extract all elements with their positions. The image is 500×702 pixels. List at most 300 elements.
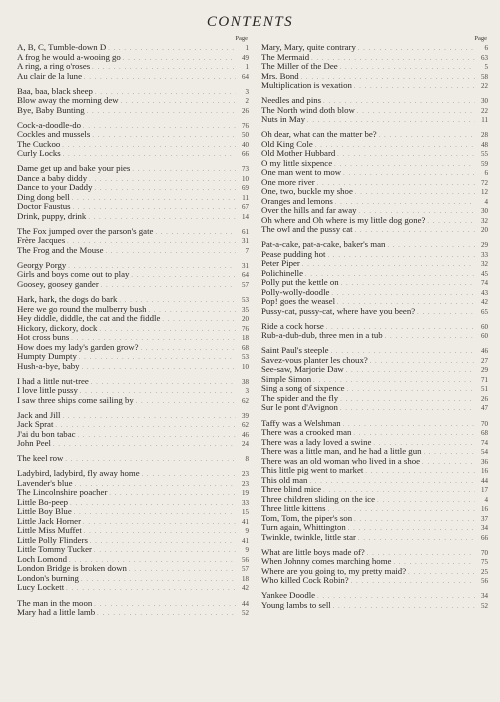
contents-column-right [261, 34, 489, 616]
contents-entry [261, 307, 489, 317]
contents-entry [261, 523, 489, 533]
dot-leader [317, 593, 475, 601]
contents-entry [17, 261, 250, 271]
contents-entry [17, 469, 250, 479]
contents-entry [17, 420, 250, 430]
entry-page-number: 27 [481, 356, 488, 365]
contents-entry [261, 130, 489, 140]
entry-title: Mrs. Bond [261, 71, 299, 81]
dot-leader [155, 229, 236, 237]
entry-page-number: 67 [242, 203, 249, 212]
contents-entry [17, 536, 250, 546]
dot-leader [92, 132, 236, 140]
entry-page-number: 2 [245, 97, 249, 106]
entry-page-number: 12 [481, 188, 488, 197]
dot-leader [317, 180, 475, 188]
contents-entry [17, 333, 250, 343]
entry-page-number: 16 [481, 467, 488, 476]
dot-leader [81, 576, 236, 584]
contents-entry [261, 394, 489, 404]
dot-leader [351, 578, 475, 586]
contents-entry [17, 270, 250, 280]
entry-group [17, 599, 250, 618]
dot-leader [422, 459, 475, 467]
entry-title: There was an old woman who lived in a shoe [261, 456, 421, 466]
entry-title: Young lambs to sell [261, 600, 331, 610]
entry-page-number: 71 [481, 375, 488, 384]
entry-title: Oh where and Oh where is my little dog gone? [261, 215, 426, 225]
contents-entry [261, 365, 489, 375]
dot-leader [106, 248, 237, 256]
contents-entry [261, 504, 489, 514]
entry-page-number: 63 [481, 53, 488, 62]
entry-title: Taffy was a Welshman [261, 418, 341, 428]
entry-page-number: 64 [242, 72, 249, 81]
dot-leader [387, 242, 475, 250]
entry-group [261, 96, 489, 125]
dot-leader [333, 603, 475, 611]
dot-leader [65, 456, 236, 464]
entry-group [17, 261, 250, 290]
entry-title: Ladybird, ladybird, fly away home [17, 469, 140, 479]
entry-title: A frog he would a-wooing go [17, 52, 121, 62]
entry-title: Goosey, goosey gander [17, 279, 99, 289]
entry-page-number: 17 [481, 486, 488, 495]
entry-page-number: 38 [242, 377, 249, 386]
dot-leader [323, 98, 475, 106]
dot-leader [365, 468, 475, 476]
entry-page-number: 49 [242, 53, 249, 62]
entry-title: Jack Sprat [17, 420, 54, 430]
entry-page-number: 60 [481, 332, 488, 341]
entry-title: Drink, puppy, drink [17, 211, 87, 221]
dot-leader [68, 263, 236, 271]
entry-page-number: 3 [245, 387, 249, 396]
entry-title: Baa, baa, black sheep [17, 86, 93, 96]
entry-title: Dame get up and bake your pies [17, 164, 131, 174]
contents-entry [261, 419, 489, 429]
entry-title: The Mermaid [261, 52, 310, 62]
dot-leader [348, 525, 475, 533]
dot-leader [326, 324, 475, 332]
entry-page-number: 58 [481, 72, 488, 81]
entry-title: Frère Jacques [17, 236, 66, 246]
entry-page-number: 1 [245, 63, 249, 71]
entry-page-number: 3 [245, 87, 249, 96]
dot-leader [91, 379, 236, 387]
entry-title: One man went to mow [261, 168, 342, 178]
entry-page-number: 62 [242, 396, 249, 405]
entry-group [261, 548, 489, 586]
entry-title: Sing a song of sixpence [261, 384, 345, 394]
dot-leader [393, 559, 475, 567]
entry-page-number: 15 [242, 508, 249, 517]
entry-title: Sur le pont d'Avignon [261, 403, 338, 413]
entry-page-number: 9 [245, 546, 249, 555]
entry-group [261, 240, 489, 316]
entry-title: There was a lady loved a swine [261, 437, 372, 447]
entry-page-number: 70 [481, 419, 488, 428]
entry-title: O my little sixpence [261, 158, 333, 168]
contents-entry [261, 168, 489, 178]
contents-entry [17, 202, 250, 212]
entry-title: Who killed Cock Robin? [261, 576, 349, 586]
entry-title: Ride a cock horse [261, 321, 324, 331]
entry-page-number: 74 [481, 438, 488, 447]
entry-page-number: 31 [242, 237, 249, 246]
entry-page-number: 8 [245, 455, 249, 464]
contents-entry [17, 555, 250, 565]
dot-leader [99, 326, 236, 334]
dot-leader [78, 432, 236, 440]
contents-entry [17, 193, 250, 203]
entry-title: What are little boys made of? [261, 547, 365, 557]
entry-title: Curly Locks [17, 149, 61, 159]
entry-page-number: 37 [481, 514, 488, 523]
dot-leader [132, 166, 236, 174]
entry-page-number: 22 [481, 82, 488, 90]
entry-title: Georgy Porgy [17, 260, 67, 270]
entry-page-number: 9 [245, 527, 249, 536]
entry-title: The keel row [17, 454, 64, 464]
contents-entry [261, 225, 489, 235]
entry-title: The Miller of the Dee [261, 62, 338, 71]
entry-title: One more river [261, 177, 315, 187]
contents-entry [261, 72, 489, 82]
entry-group [261, 130, 489, 235]
contents-entry [261, 457, 489, 467]
entry-title: Pussy-cat, pussy-cat, where have you been? [261, 306, 416, 316]
entry-page-number: 5 [484, 63, 488, 71]
entry-page-number: 48 [481, 140, 488, 149]
entry-page-number: 72 [481, 178, 488, 187]
contents-entry [17, 377, 250, 387]
dot-leader [358, 45, 475, 53]
contents-entry [261, 533, 489, 543]
entry-page-number: 60 [481, 322, 488, 331]
entry-page-number: 32 [481, 260, 488, 269]
entry-title: Hickory, dickory, dock [17, 323, 98, 333]
entry-title: Little Polly Flinders [17, 535, 88, 545]
entry-page-number: 16 [481, 505, 488, 514]
entry-page-number: 29 [481, 366, 488, 375]
entry-page-number: 31 [242, 261, 249, 270]
entry-title: Simple Simon [261, 374, 312, 384]
contents-entry [17, 517, 250, 527]
dot-leader [129, 566, 236, 574]
contents-entry [17, 72, 250, 82]
entry-title: The owl and the pussy cat [261, 225, 353, 235]
entry-page-number: 61 [242, 227, 249, 236]
contents-entry [17, 140, 250, 150]
dot-leader [370, 358, 475, 366]
entry-page-number: 41 [242, 517, 249, 526]
contents-entry [17, 227, 250, 237]
dot-leader [62, 142, 236, 150]
dot-leader [94, 185, 236, 193]
entry-page-number: 4 [484, 197, 488, 206]
entry-title: Humpty Dumpty [17, 352, 77, 362]
entry-page-number: 34 [481, 592, 488, 601]
entry-page-number: 47 [481, 404, 488, 413]
dot-leader [427, 218, 475, 226]
entry-page-number: 66 [242, 150, 249, 159]
entry-title: Bye, Baby Bunting [17, 105, 85, 115]
contents-entry [261, 356, 489, 366]
dot-leader [109, 490, 236, 498]
dot-leader [355, 227, 475, 235]
contents-entry [261, 140, 489, 150]
dot-leader [301, 74, 475, 82]
entry-page-number: 4 [484, 495, 488, 504]
contents-entry [17, 106, 250, 116]
contents-entry [17, 479, 250, 489]
contents-entry [17, 608, 250, 618]
entry-title: Pop! goes the weasel [261, 297, 336, 307]
dot-leader [94, 601, 236, 609]
entry-page-number: 34 [481, 524, 488, 533]
contents-entry [261, 548, 489, 558]
dot-leader [123, 55, 236, 63]
entry-page-number: 68 [242, 343, 249, 352]
entry-page-number: 74 [481, 279, 488, 288]
entry-title: Three children sliding on the ice [261, 494, 376, 504]
contents-entry [261, 297, 489, 307]
contents-entry [17, 236, 250, 246]
entry-title: Nuts in May [261, 115, 305, 125]
entry-page-number: 29 [481, 241, 488, 250]
entry-title: Hot cross buns [17, 333, 70, 343]
entry-page-number: 62 [242, 421, 249, 430]
dot-leader [377, 497, 475, 505]
dot-leader [70, 500, 236, 508]
entry-page-number: 18 [242, 334, 249, 343]
dot-leader [357, 108, 475, 116]
contents-entry [17, 96, 250, 106]
dot-leader [88, 214, 236, 222]
entry-title: Over the hills and far away [261, 206, 357, 216]
entry-title: Dance to your Daddy [17, 183, 93, 193]
contents-entry [261, 206, 489, 216]
contents-entry [261, 115, 489, 125]
entry-page-number: 44 [242, 599, 249, 608]
dot-leader [309, 478, 475, 486]
dot-leader [92, 64, 236, 72]
dot-leader [84, 528, 236, 536]
entry-title: Twinkle, twinkle, little star [261, 532, 356, 542]
entry-page-number: 28 [481, 131, 488, 140]
contents-entry [261, 178, 489, 188]
entry-page-number: 24 [242, 440, 249, 449]
entry-title: Hey diddle, diddle, the cat and the fiddle [17, 314, 161, 324]
entry-page-number: 18 [242, 574, 249, 583]
entry-title: Three little kittens [261, 504, 326, 514]
contents-entry [261, 269, 489, 279]
entry-page-number: 33 [481, 250, 488, 259]
entry-title: Hush-a-bye, baby [17, 361, 80, 371]
entry-page-number: 75 [481, 558, 488, 567]
dot-leader [66, 585, 236, 593]
entry-page-number: 1 [245, 44, 249, 52]
contents-entry [261, 495, 489, 505]
contents-entry [261, 428, 489, 438]
entry-page-number: 30 [481, 207, 488, 216]
entry-title: Girls and boys come out to play [17, 270, 130, 280]
contents-entry [261, 514, 489, 524]
dot-leader [334, 161, 475, 169]
dot-leader [101, 282, 236, 290]
contents-entry [261, 288, 489, 298]
dot-leader [323, 487, 475, 495]
dot-leader [63, 413, 237, 421]
entry-page-number: 6 [484, 44, 488, 52]
dot-leader [72, 195, 236, 203]
dot-leader [119, 297, 236, 305]
entry-title: John Peel [17, 439, 51, 449]
contents-entry [17, 362, 250, 372]
dot-leader [315, 142, 475, 150]
contents-entry [17, 396, 250, 406]
entry-page-number: 57 [242, 280, 249, 289]
entry-title: Tom, Tom, the piper's son [261, 513, 353, 523]
dot-leader [424, 449, 476, 457]
entry-title: Polly-wolly-doodle [261, 287, 330, 297]
entry-title: This old man [261, 475, 308, 485]
entry-title: How does my lady's garden grow? [17, 342, 139, 352]
entry-group [17, 164, 250, 221]
entry-page-number: 39 [242, 411, 249, 420]
contents-entry [17, 488, 250, 498]
contents-entry [261, 375, 489, 385]
entry-group [17, 454, 250, 464]
entry-title: Where are you going to, my pretty maid? [261, 566, 407, 576]
entry-page-number: 32 [481, 216, 488, 225]
entry-title: Savez-vous planter les choux? [261, 355, 368, 365]
entry-page-number: 68 [481, 429, 488, 438]
contents-entry [261, 384, 489, 394]
dot-leader [354, 516, 475, 524]
entry-page-number: 76 [242, 121, 249, 130]
contents-entry [17, 212, 250, 222]
entry-title: The Cuckoo [17, 139, 61, 149]
entry-title: I saw three ships come sailing by [17, 395, 134, 405]
contents-entry [17, 526, 250, 536]
contents-entry [17, 149, 250, 159]
entry-page-number: 51 [481, 385, 488, 394]
entry-title: Little Jack Horner [17, 516, 81, 526]
entry-title: Lucy Lockett [17, 583, 65, 593]
dot-leader [328, 252, 475, 260]
page-column-header: Page [474, 35, 487, 42]
entry-title: Peter Piper [261, 259, 300, 269]
contents-entry [17, 599, 250, 609]
entry-groups-left [17, 43, 250, 618]
entry-page-number: 36 [481, 457, 488, 466]
entry-title: Hark, hark, the dogs do bark [17, 295, 118, 305]
dot-leader [141, 345, 236, 353]
dot-leader [80, 388, 236, 396]
entry-page-number: 69 [242, 184, 249, 193]
entry-title: A ring, a ring o'roses [17, 62, 91, 71]
entry-page-number: 19 [242, 489, 249, 498]
entry-title: Doctor Faustus [17, 202, 71, 212]
entry-page-number: 50 [242, 131, 249, 140]
entry-title: Little Bo-peep [17, 497, 69, 507]
entry-title: The North wind doth blow [261, 105, 355, 115]
entry-title: Jack and Jill [17, 410, 61, 420]
entry-page-number: 6 [484, 169, 488, 178]
entry-title: Pease pudding hot [261, 249, 326, 259]
entry-title: Multiplication is vexation [261, 81, 352, 90]
contents-entry [261, 149, 489, 159]
dot-leader [75, 481, 236, 489]
dot-leader [417, 309, 475, 317]
dot-leader [87, 108, 236, 116]
contents-entry [261, 331, 489, 341]
dot-leader [373, 440, 475, 448]
entry-group [17, 377, 250, 406]
entry-title: Saint Paul's steeple [261, 346, 329, 356]
entry-title: Cockles and mussels [17, 130, 91, 140]
dot-leader [313, 377, 475, 385]
dot-leader [343, 421, 475, 429]
entry-title: There was a crooked man [261, 428, 352, 438]
entry-title: Blow away the morning dew [17, 96, 119, 106]
entry-page-number: 43 [481, 288, 488, 297]
dot-leader [340, 405, 475, 413]
entry-group [17, 411, 250, 449]
entry-title: I had a little nut-tree [17, 376, 89, 386]
dot-leader [341, 280, 475, 288]
entry-page-number: 11 [481, 116, 488, 125]
entry-title: Rub-a-dub-dub, three men in a tub [261, 331, 383, 341]
contents-entry [17, 314, 250, 324]
contents-entry [261, 43, 489, 53]
contents-entry [261, 346, 489, 356]
entry-groups-right [261, 43, 489, 610]
entry-group [261, 591, 489, 610]
entry-page-number: 57 [242, 565, 249, 574]
dot-leader [331, 290, 475, 298]
entry-title: This little pig went to market [261, 466, 364, 476]
dot-leader [90, 538, 236, 546]
entry-title: The man in the moon [17, 598, 93, 608]
entry-title: Pat-a-cake, pat-a-cake, baker's man [261, 240, 386, 250]
dot-leader [83, 519, 236, 527]
entry-title: Old Mother Hubbard [261, 149, 336, 159]
contents-entry [261, 250, 489, 260]
entry-title: Loch Lomond [17, 554, 68, 564]
dot-leader [97, 610, 236, 618]
contents-entry [261, 601, 489, 611]
entry-title: Little Miss Muffet [17, 526, 82, 536]
dot-leader [359, 208, 475, 216]
entry-page-number: 11 [242, 193, 249, 202]
entry-page-number: 56 [242, 555, 249, 564]
dot-leader [335, 199, 475, 207]
contents-entry [261, 96, 489, 106]
entry-title: Yankee Doodle [261, 591, 316, 601]
entry-title: When Johnny comes marching home [261, 557, 392, 567]
dot-leader [73, 204, 236, 212]
entry-title: Polichinelle [261, 268, 304, 278]
contents-entry [261, 576, 489, 586]
entry-title: The Fox jumped over the parson's gate [17, 226, 154, 236]
entry-title: London Bridge is broken down [17, 564, 127, 574]
contents-entry [261, 403, 489, 413]
dot-leader [108, 45, 236, 53]
contents-entry [17, 246, 250, 256]
